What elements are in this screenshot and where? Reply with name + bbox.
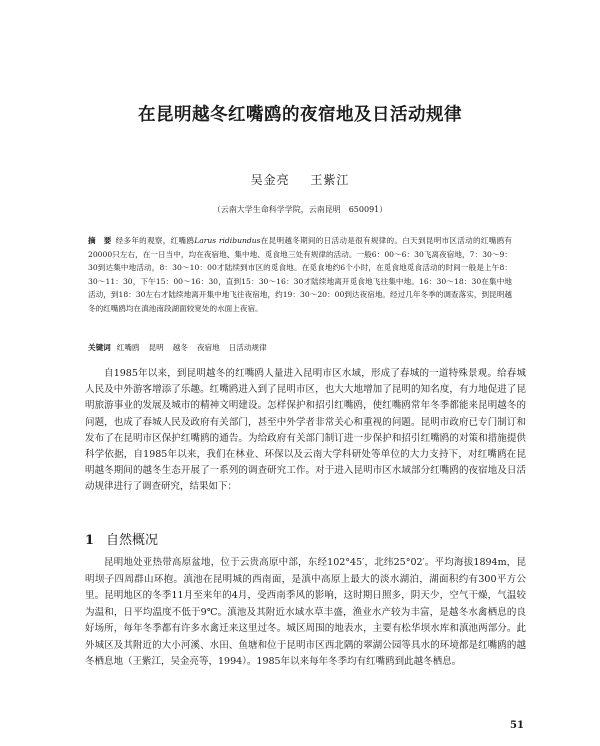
page-number: 51 <box>510 720 524 731</box>
keyword: 昆明 <box>148 343 164 352</box>
abstract-text-end: 在昆明越冬期间的日活动是很有规律的。白天到昆明市区活动的红嘴鸥有20000只左右，在一日当中，均在夜宿地、集中地、觅食地三处有规律的活动。一般6：00～6：30飞离夜宿地，7：30～9：30到达集中地活动，8：30～10：00才陆续到市区的觅食地。在觅食地约6个小时，在觅食地觅食活动的时间一般是上午8：30～11：30，下午15：00～16：30，直到15：30～16：30才陆续地离开觅食地飞往集中地。16：30～18：30在集中地活动，到18：30左右才陆续地离开集中地飞往夜宿地，约19：30～20：00到达夜宿地。经过几年冬季的调查落实，到昆明越冬的红嘴鸥均在滇池南段湖面较宽处的水面上夜宿。 <box>88 236 513 313</box>
affiliation: （云南大学生命科学学院，云南昆明 650091） <box>212 205 388 214</box>
section-body-paragraph: 昆明地处亚热带高原盆地，位于云贵高原中部，东经102°45′，北纬25°02′。平均海拔1894m，昆明坝子四周群山环抱。滇池在昆明城的西南面，是滇中高原上最大的淡水湖泊，湖面积约有300平方公里。昆明地区的冬季11月至来年的4月，受西南季风的影响，这时期日照多，阴天少，空气干燥，气温较为温和，日平均温度不低于9℃。滇池及其附近水域水草丰盛，渔业水产较为丰富，是越冬水禽栖息的良好场所，每年冬季都有许多水禽迁来这里过冬。城区周围的地表水，主要有松华坝水库和滇池两部分。此外城区及其附近的大小河溪、水田、鱼塘和位于昆明市区西北隅的翠湖公园等具水的环境都是红嘴鸥的越冬栖息地（王紫江，吴金亮等，1994）。1985年以来每年冬季均有红嘴鸥到此越冬栖息。 <box>85 557 526 667</box>
section-number: 1 <box>85 533 95 548</box>
abstract-label: 摘 要 <box>88 236 112 245</box>
keyword: 越冬 <box>172 343 188 352</box>
keywords-label: 关键词 <box>88 343 111 352</box>
author-name: 吴金亮 <box>250 173 290 187</box>
section-title: 自然概况 <box>106 533 159 548</box>
paper-title: 在昆明越冬红嘴鸥的夜宿地及日活动规律 <box>138 105 462 125</box>
abstract-text-start: 经多年的观察，红嘴鸥 <box>115 236 195 245</box>
intro-paragraph: 自1985年以来，到昆明越冬的红嘴鸥人量进入昆明市区水域，形成了春城的一道特殊景观。给春城人民及中外游客增添了乐趣。红嘴鸥进入到了昆明市区，也大大地增加了昆明的知名度，有力地促进了昆明旅游事业的发展及城市的精神文明建设。怎样保护和招引红嘴鸥，使红嘴鸥常年冬季都能来昆明越冬的问题，也成了春城人民及政府有关部门，甚至中外学者非常关心和重视的问题。昆明市政府已专门制订和发布了在昆明市区保护红嘴鸥的通告。为给政府有关部门制订进一步保护和招引红嘴鸥的对策和措施提供科学依据，自1985年以来，我们在林业、环保以及云南大学科研处等单位的大力支持下，对红嘴鸥在昆明越冬期间的越冬生态开展了一系列的调查研究工作。对于进入昆明市区水域部分红嘴鸥的夜宿地及日活动规律进行了调查研究，结果如下： <box>85 368 526 493</box>
author-name: 王紫江 <box>310 173 350 187</box>
latin-species-name: Larus ridibundus <box>194 236 261 245</box>
section-heading <box>85 529 158 548</box>
keywords <box>88 341 512 354</box>
keyword: 夜宿地 <box>196 343 220 352</box>
keyword: 红嘴鸥 <box>116 343 140 352</box>
author-list <box>0 171 600 188</box>
keyword: 日活动规律 <box>228 343 267 352</box>
abstract <box>88 234 512 316</box>
